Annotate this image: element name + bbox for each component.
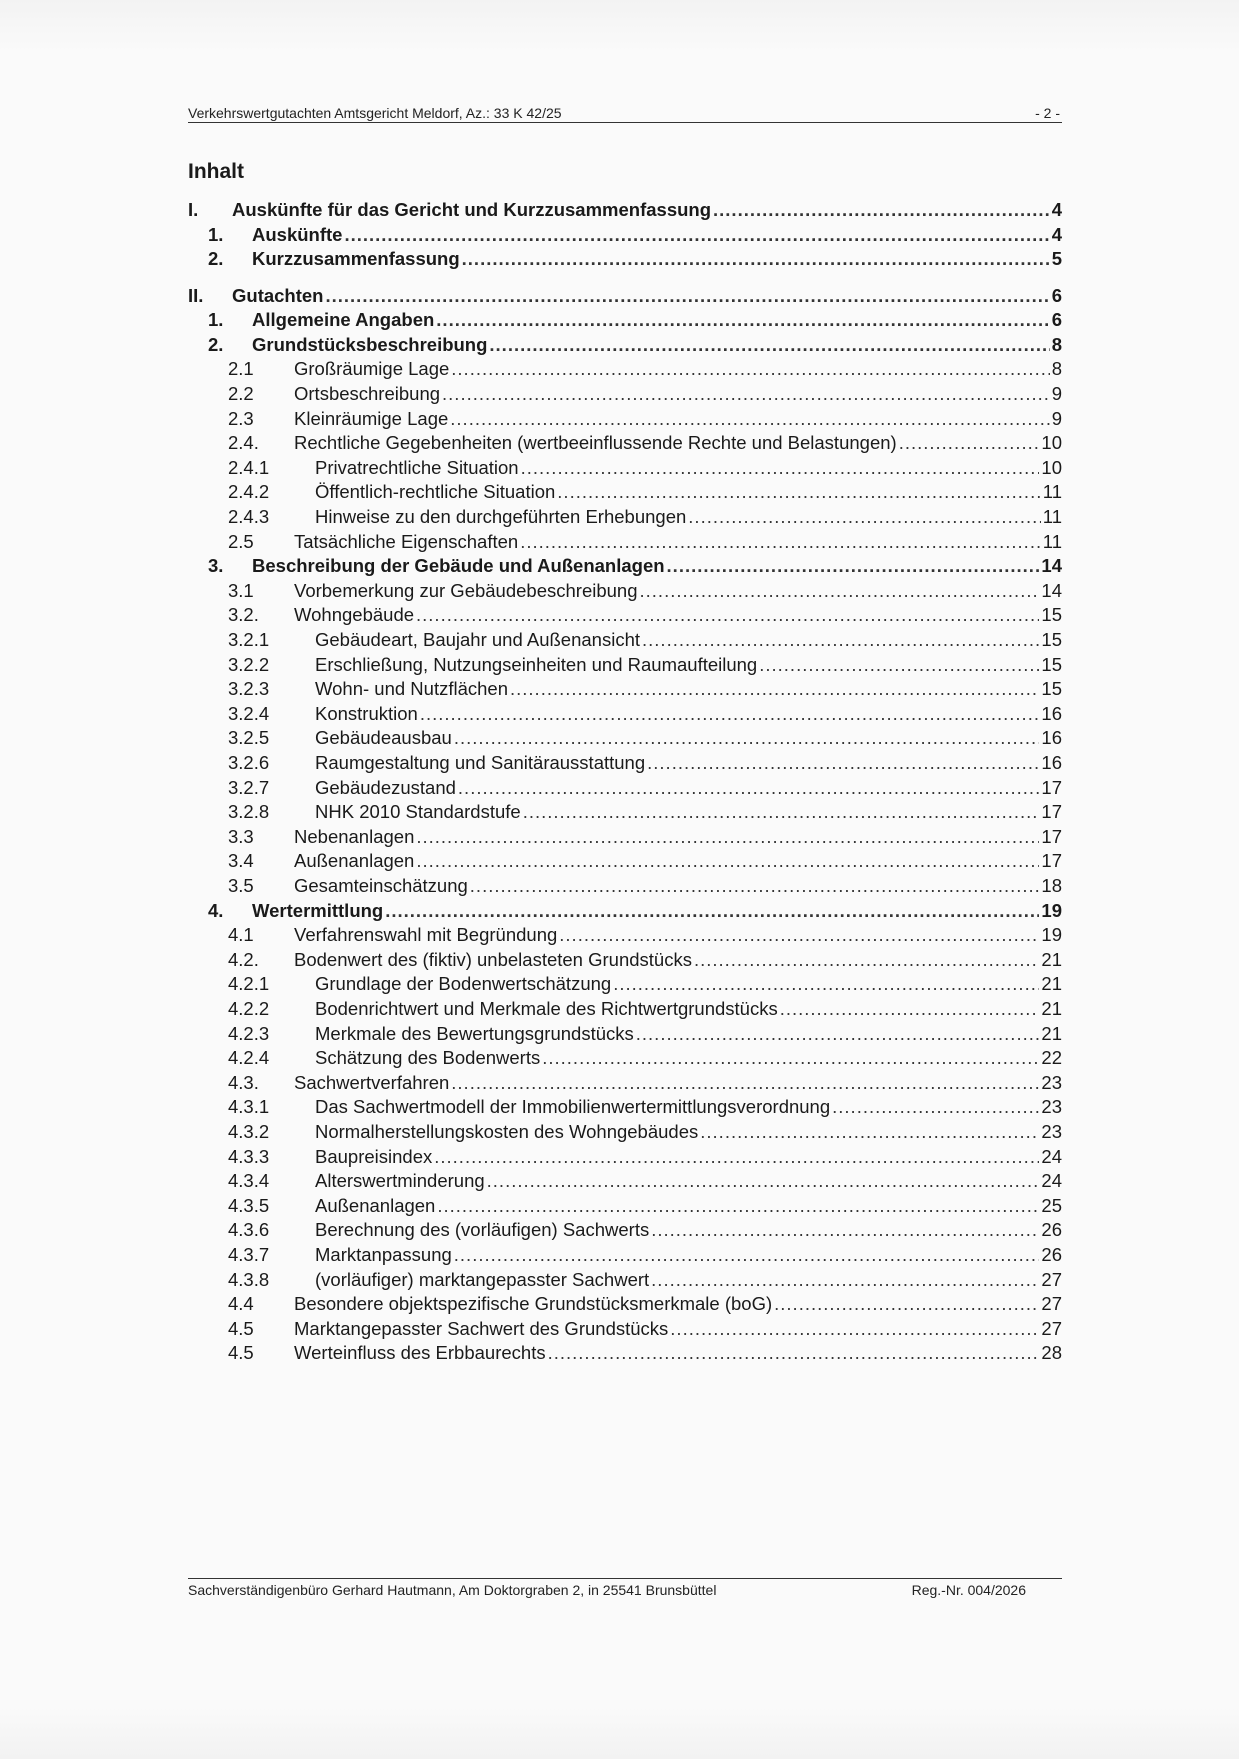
toc-entry-page: 26: [1041, 1219, 1062, 1241]
toc-entry-number: 3.2.8: [228, 801, 270, 823]
toc-entry[interactable]: [188, 505, 1062, 529]
toc-entry[interactable]: [188, 1022, 1062, 1046]
footer-address: Sachverständigenbüro Gerhard Hautmann, Am Doktorgraben 2, in 25541 Brunsbüttel: [188, 1582, 717, 1598]
toc-entry-number: 2.: [208, 333, 224, 355]
toc-entry-number: 4.3.: [228, 1071, 259, 1093]
toc-dot-leader: [462, 247, 1050, 271]
toc-entry[interactable]: [188, 948, 1062, 972]
toc-entry-page: 25: [1041, 1194, 1062, 1216]
toc-entry-title: Auskünfte: [252, 223, 343, 245]
toc-entry[interactable]: [188, 431, 1062, 455]
toc-entry[interactable]: [188, 1095, 1062, 1119]
toc-entry-number: 4.3.6: [228, 1219, 270, 1241]
toc-entry-title: Großräumige Lage: [294, 358, 450, 380]
toc-entry-title: Kurzzusammenfassung: [252, 248, 460, 269]
toc-entry-title: Normalherstellungskosten des Wohngebäudes: [315, 1120, 699, 1142]
toc-entry[interactable]: [188, 776, 1062, 800]
toc-entry-title: Allgemeine Angaben: [252, 309, 435, 331]
toc-entry-page: 11: [1042, 481, 1062, 503]
toc-dot-leader: [523, 800, 1040, 824]
toc-entry-number: 3.3: [228, 825, 254, 847]
toc-entry-number: 4.3.3: [228, 1145, 270, 1167]
toc-dot-leader: [688, 505, 1040, 529]
toc-entry-title: Privatrechtliche Situation: [315, 456, 519, 478]
toc-entry[interactable]: [188, 997, 1062, 1021]
toc-entry-title: Auskünfte für das Gericht und Kurzzusammenfassung: [232, 199, 712, 220]
toc-dot-leader: [640, 579, 1040, 603]
toc-dot-leader: [636, 1022, 1040, 1046]
toc-entry-number: 4.5: [228, 1342, 254, 1364]
toc-entry[interactable]: [188, 677, 1062, 701]
toc-entry-number: 3.2.5: [228, 727, 270, 749]
toc-entry-page: 6: [1051, 284, 1062, 306]
toc-dot-leader: [470, 874, 1040, 898]
toc-dot-leader: [489, 333, 1049, 357]
toc-entry[interactable]: [188, 579, 1062, 603]
toc-entry-number: 4.2.1: [228, 973, 270, 995]
toc-dot-leader: [325, 284, 1049, 308]
toc-entry-page: 17: [1041, 850, 1062, 872]
toc-entry-title: Beschreibung der Gebäude und Außenanlagen: [252, 555, 665, 577]
toc-entry-title: Baupreisindex: [315, 1145, 433, 1167]
toc-entry-number: 3.: [208, 555, 224, 577]
toc-entry-page: 21: [1041, 997, 1062, 1019]
toc-entry-title: Gutachten: [232, 284, 324, 306]
toc-entry-title: Gebäudeausbau: [315, 727, 452, 749]
toc-entry[interactable]: [188, 899, 1062, 923]
toc-entry[interactable]: [188, 554, 1062, 578]
toc-entry-title: Ortsbeschreibung: [294, 382, 441, 404]
toc-dot-leader: [899, 431, 1040, 455]
toc-dot-leader: [613, 972, 1039, 996]
toc-entry-number: 3.2.4: [228, 702, 270, 724]
toc-entry-title: Wohngebäude: [294, 604, 415, 626]
toc-dot-leader: [420, 702, 1040, 726]
toc-entry-page: 27: [1041, 1293, 1062, 1315]
toc-entry-title: Bodenrichtwert und Merkmale des Richtwertgrundstücks: [315, 997, 778, 1019]
toc-entry-page: 17: [1041, 776, 1062, 798]
toc-entry-page: 24: [1041, 1170, 1062, 1192]
toc-entry-number: 3.4: [228, 850, 254, 872]
toc-dot-leader: [416, 603, 1039, 627]
toc-entry[interactable]: [188, 923, 1062, 947]
toc-entry-number: 4.2.2: [228, 997, 270, 1019]
toc-entry-number: 4.: [208, 899, 224, 921]
toc-entry-page: 8: [1051, 358, 1062, 380]
toc-entry-page: 19: [1041, 899, 1062, 921]
toc-dot-leader: [642, 628, 1039, 652]
toc-entry[interactable]: [188, 603, 1062, 627]
toc-entry-title: Berechnung des (vorläufigen) Sachwerts: [315, 1219, 650, 1241]
toc-entry-page: 14: [1041, 579, 1062, 601]
toc-dot-leader: [651, 1268, 1039, 1292]
toc-entry-number: 3.2.6: [228, 751, 270, 773]
toc-dot-leader: [670, 1317, 1039, 1341]
toc-entry[interactable]: [188, 407, 1062, 431]
toc-entry-number: II.: [188, 284, 204, 306]
toc-entry-number: 2.5: [228, 530, 254, 552]
toc-dot-leader: [458, 776, 1040, 800]
toc-entry-title: NHK 2010 Standardstufe: [315, 801, 521, 823]
page-footer: [188, 1578, 1062, 1599]
toc-entry-number: 2.4.2: [228, 481, 270, 503]
toc-dot-leader: [647, 751, 1039, 775]
toc-entry-title: Gebäudeart, Baujahr und Außenansicht: [315, 628, 641, 650]
toc-entry[interactable]: [188, 198, 1062, 222]
toc-entry-page: 17: [1041, 825, 1062, 847]
toc-entry-number: 2.4.: [228, 432, 259, 454]
toc-entry[interactable]: [188, 1145, 1062, 1169]
toc-dot-leader: [416, 825, 1039, 849]
toc-dot-leader: [713, 198, 1050, 222]
toc-entry[interactable]: [188, 284, 1062, 308]
toc-entry-title: Öffentlich-rechtliche Situation: [315, 481, 556, 503]
toc-entry-title: Tatsächliche Eigenschaften: [294, 530, 519, 552]
toc-entry[interactable]: [188, 530, 1062, 554]
toc-entry[interactable]: [188, 874, 1062, 898]
toc-entry-page: 17: [1041, 801, 1062, 823]
toc-entry-number: 3.2.3: [228, 678, 270, 700]
toc-entry-number: 2.4.3: [228, 505, 270, 527]
toc-entry-title: Nebenanlagen: [294, 825, 415, 847]
toc-dot-leader: [451, 1071, 1039, 1095]
toc-entry[interactable]: [188, 456, 1062, 480]
toc-heading: Inhalt: [188, 160, 244, 183]
toc-entry-page: 21: [1041, 973, 1062, 995]
toc-dot-leader: [542, 1046, 1039, 1070]
toc-dot-leader: [694, 948, 1039, 972]
header-page-number: - 2 -: [1035, 105, 1060, 121]
toc-entry-number: 4.3.5: [228, 1194, 270, 1216]
toc-entry[interactable]: [188, 825, 1062, 849]
toc-entry-page: 10: [1041, 432, 1062, 454]
toc-entry-title: Grundstücksbeschreibung: [252, 333, 488, 355]
toc-entry-number: 4.5: [228, 1317, 254, 1339]
toc-dot-leader: [510, 677, 1039, 701]
toc-entry-title: (vorläufiger) marktangepasster Sachwert: [315, 1268, 650, 1290]
toc-entry[interactable]: [188, 1218, 1062, 1242]
toc-entry-title: Wertermittlung: [252, 899, 384, 921]
toc-entry[interactable]: [188, 333, 1062, 357]
toc-entry-number: 3.2.7: [228, 776, 270, 798]
toc-entry-page: 16: [1041, 702, 1062, 724]
toc-entry-page: 15: [1041, 653, 1062, 675]
toc-entry-page: 9: [1051, 407, 1062, 429]
toc-entry-number: 4.2.3: [228, 1022, 270, 1044]
toc-entry-number: 4.3.1: [228, 1096, 270, 1118]
toc-entry-title: Verfahrenswahl mit Begründung: [294, 924, 558, 946]
toc-dot-leader: [559, 923, 1039, 947]
toc-entry[interactable]: [188, 223, 1062, 247]
toc-entry[interactable]: [188, 726, 1062, 750]
toc-entry[interactable]: [188, 308, 1062, 332]
toc-entry[interactable]: [188, 1317, 1062, 1341]
toc-entry[interactable]: [188, 653, 1062, 677]
toc-entry-page: 9: [1051, 382, 1062, 404]
toc-entry-title: Das Sachwertmodell der Immobilienwertermittlungsverordnung: [315, 1096, 831, 1118]
toc-entry-number: 1.: [208, 309, 224, 331]
toc-entry-number: 2.4.1: [228, 456, 270, 478]
toc-dot-leader: [774, 1292, 1039, 1316]
toc-entry[interactable]: [188, 1169, 1062, 1193]
toc-entry-number: 2.2: [228, 382, 254, 404]
toc-dot-leader: [521, 456, 1040, 480]
toc-entry-page: 23: [1041, 1096, 1062, 1118]
toc-entry[interactable]: [188, 628, 1062, 652]
toc-entry-number: 4.3.2: [228, 1120, 270, 1142]
toc-entry-number: 4.2.: [228, 948, 259, 970]
toc-entry-title: Besondere objektspezifische Grundstücksmerkmale (boG): [294, 1293, 773, 1315]
toc-entry-title: Konstruktion: [315, 702, 418, 724]
toc-entry-page: 14: [1041, 555, 1062, 577]
toc-entry-title: Gebäudezustand: [315, 776, 456, 798]
toc-entry-title: Werteinfluss des Erbbaurechts: [294, 1342, 546, 1364]
toc-entry-title: Marktangepasster Sachwert des Grundstücks: [294, 1317, 669, 1339]
toc-entry-number: 4.3.7: [228, 1243, 270, 1265]
toc-entry[interactable]: [188, 247, 1062, 271]
toc-entry[interactable]: [188, 382, 1062, 406]
toc-entry[interactable]: [188, 1194, 1062, 1218]
toc-entry-page: 27: [1041, 1317, 1062, 1339]
toc-entry-title: Raumgestaltung und Sanitärausstattung: [315, 751, 646, 773]
toc-entry-page: 19: [1041, 924, 1062, 946]
toc-entry-number: 3.5: [228, 874, 254, 896]
toc-entry-page: 15: [1041, 628, 1062, 650]
toc-dot-leader: [451, 357, 1049, 381]
toc-entry-title: Kleinräumige Lage: [294, 407, 449, 429]
toc-entry-number: 3.2.: [228, 604, 259, 626]
toc-entry-page: 5: [1051, 248, 1062, 269]
toc-entry-page: 10: [1041, 456, 1062, 478]
toc-entry-number: 2.3: [228, 407, 254, 429]
toc-entry-title: Grundlage der Bodenwertschätzung: [315, 973, 612, 995]
toc-entry-number: 3.1: [228, 579, 254, 601]
toc-entry[interactable]: [188, 1071, 1062, 1095]
toc-entry[interactable]: [188, 1120, 1062, 1144]
toc-dot-leader: [454, 1243, 1040, 1267]
toc-dot-leader: [557, 480, 1040, 504]
toc-entry-page: 18: [1041, 874, 1062, 896]
toc-entry-number: 1.: [208, 223, 224, 245]
toc-dot-leader: [759, 653, 1039, 677]
toc-dot-leader: [450, 407, 1049, 431]
toc-entry[interactable]: [188, 849, 1062, 873]
footer-registration: Reg.-Nr. 004/2026: [911, 1582, 1026, 1598]
toc-entry-page: 16: [1041, 751, 1062, 773]
toc-entry[interactable]: [188, 1292, 1062, 1316]
toc-entry-number: 2.: [208, 248, 224, 269]
toc-entry-number: 4.4: [228, 1293, 254, 1315]
toc-entry[interactable]: [188, 1243, 1062, 1267]
toc-dot-leader: [385, 899, 1039, 923]
toc-dot-leader: [667, 554, 1040, 578]
toc-entry-page: 11: [1042, 530, 1062, 552]
toc-entry-number: I.: [188, 199, 199, 220]
toc-entry[interactable]: [188, 972, 1062, 996]
toc-dot-leader: [434, 1145, 1039, 1169]
toc-entry-number: 2.1: [228, 358, 254, 380]
toc-dot-leader: [832, 1095, 1039, 1119]
toc-entry-title: Sachwertverfahren: [294, 1071, 450, 1093]
toc-entry-title: Alterswertminderung: [315, 1170, 485, 1192]
toc-entry-title: Vorbemerkung zur Gebäudebeschreibung: [294, 579, 638, 601]
toc-entry-title: Gesamteinschätzung: [294, 874, 468, 896]
toc-entry-number: 4.2.4: [228, 1047, 270, 1069]
toc-dot-leader: [780, 997, 1040, 1021]
toc-dot-leader: [700, 1120, 1039, 1144]
toc-dot-leader: [416, 849, 1039, 873]
toc-entry-number: 4.3.4: [228, 1170, 270, 1192]
toc-entry-number: 3.2.2: [228, 653, 270, 675]
toc-entry[interactable]: [188, 1341, 1062, 1365]
toc-entry-title: Bodenwert des (fiktiv) unbelasteten Grundstücks: [294, 948, 692, 970]
toc-entry-title: Außenanlagen: [294, 850, 415, 872]
toc-entry-title: Merkmale des Bewertungsgrundstücks: [315, 1022, 634, 1044]
toc-entry-page: 8: [1051, 333, 1062, 355]
toc-entry-page: 4: [1051, 199, 1062, 220]
toc-entry-title: Außenanlagen: [315, 1194, 436, 1216]
toc-entry-number: 3.2.1: [228, 628, 270, 650]
header-title: Verkehrswertgutachten Amtsgericht Meldorf, Az.: 33 K 42/25: [188, 105, 562, 121]
toc-entry-title: Schätzung des Bodenwerts: [315, 1047, 541, 1069]
toc-entry-title: Erschließung, Nutzungseinheiten und Raumaufteilung: [315, 653, 758, 675]
toc-entry-title: Hinweise zu den durchgeführten Erhebungen: [315, 505, 687, 527]
toc-entry-page: 28: [1041, 1342, 1062, 1364]
toc-entry-page: 22: [1041, 1047, 1062, 1069]
toc-entry-page: 16: [1041, 727, 1062, 749]
toc-entry-page: 21: [1041, 1022, 1062, 1044]
toc-entry-page: 23: [1041, 1071, 1062, 1093]
toc-entry[interactable]: [188, 751, 1062, 775]
toc-entry-number: 4.3.8: [228, 1268, 270, 1290]
toc-entry-page: 15: [1041, 604, 1062, 626]
toc-entry[interactable]: [188, 1046, 1062, 1070]
toc-entry-page: 23: [1041, 1120, 1062, 1142]
toc-entry[interactable]: [188, 800, 1062, 824]
toc-entry-title: Marktanpassung: [315, 1243, 452, 1265]
toc-entry-page: 26: [1041, 1243, 1062, 1265]
toc-dot-leader: [651, 1218, 1039, 1242]
toc-entry[interactable]: [188, 1268, 1062, 1292]
toc-dot-leader: [437, 1194, 1039, 1218]
toc-entry[interactable]: [188, 480, 1062, 504]
toc-entry-number: 4.1: [228, 924, 254, 946]
toc-entry-page: 11: [1042, 505, 1062, 527]
toc-entry-page: 4: [1051, 223, 1062, 245]
toc-entry-page: 27: [1041, 1268, 1062, 1290]
toc-dot-leader: [436, 308, 1049, 332]
toc-dot-leader: [442, 382, 1050, 406]
toc-entry-page: 15: [1041, 678, 1062, 700]
toc-entry[interactable]: [188, 702, 1062, 726]
toc-dot-leader: [344, 223, 1049, 247]
toc-dot-leader: [454, 726, 1040, 750]
toc-entry[interactable]: [188, 357, 1062, 381]
toc-entry-page: 24: [1041, 1145, 1062, 1167]
toc-entry-page: 21: [1041, 948, 1062, 970]
page-header: [188, 104, 1062, 123]
toc-entry-page: 6: [1051, 309, 1062, 331]
toc-entry-title: Wohn- und Nutzflächen: [315, 678, 508, 700]
toc-dot-leader: [548, 1341, 1040, 1365]
toc-dot-leader: [487, 1169, 1040, 1193]
toc-dot-leader: [520, 530, 1041, 554]
toc-entry-title: Rechtliche Gegebenheiten (wertbeeinflussende Rechte und Belastungen): [294, 432, 897, 454]
